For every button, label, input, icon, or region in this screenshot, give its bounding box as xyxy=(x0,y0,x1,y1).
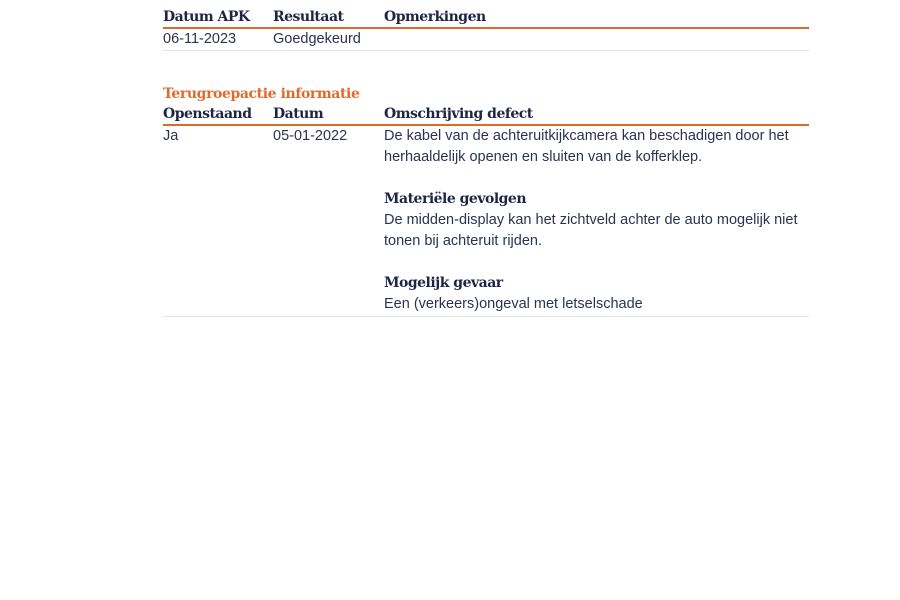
material-consequences-heading: Materiële gevolgen xyxy=(384,191,527,207)
defect-description: De kabel van de achteruitkijkcamera kan beschadigen door het herhaaldelijk openen en sluiten van de kofferklep. xyxy=(384,128,789,165)
recall-section xyxy=(163,84,809,317)
table-row xyxy=(163,126,809,317)
apk-remarks-cell xyxy=(384,29,809,50)
recall-section-title: Terugroepactie informatie xyxy=(163,86,360,102)
apk-header-remarks: Opmerkingen xyxy=(384,9,486,25)
recall-header-open: Openstaand xyxy=(163,106,252,122)
possible-danger-text: Een (verkeers)ongeval met letselschade xyxy=(384,296,643,312)
apk-header-date: Datum APK xyxy=(163,9,250,25)
recall-open-cell: Ja xyxy=(163,128,179,144)
recall-header-date: Datum xyxy=(273,106,324,122)
material-consequences-text: De midden-display kan het zichtveld achter de auto mogelijk niet tonen bij achteruit rijden. xyxy=(384,212,798,249)
table-row xyxy=(163,29,809,51)
apk-result-cell: Goedgekeurd xyxy=(273,31,361,47)
apk-date-cell: 06-11-2023 xyxy=(163,31,237,47)
apk-section xyxy=(163,0,809,51)
recall-date-cell: 05-01-2022 xyxy=(273,128,348,144)
recall-description-cell xyxy=(384,126,809,316)
apk-table-header xyxy=(163,7,809,29)
possible-danger-heading: Mogelijk gevaar xyxy=(384,275,503,291)
recall-header-description: Omschrijving defect xyxy=(384,106,533,122)
recall-table-header xyxy=(163,104,809,126)
apk-header-result: Resultaat xyxy=(273,9,344,25)
